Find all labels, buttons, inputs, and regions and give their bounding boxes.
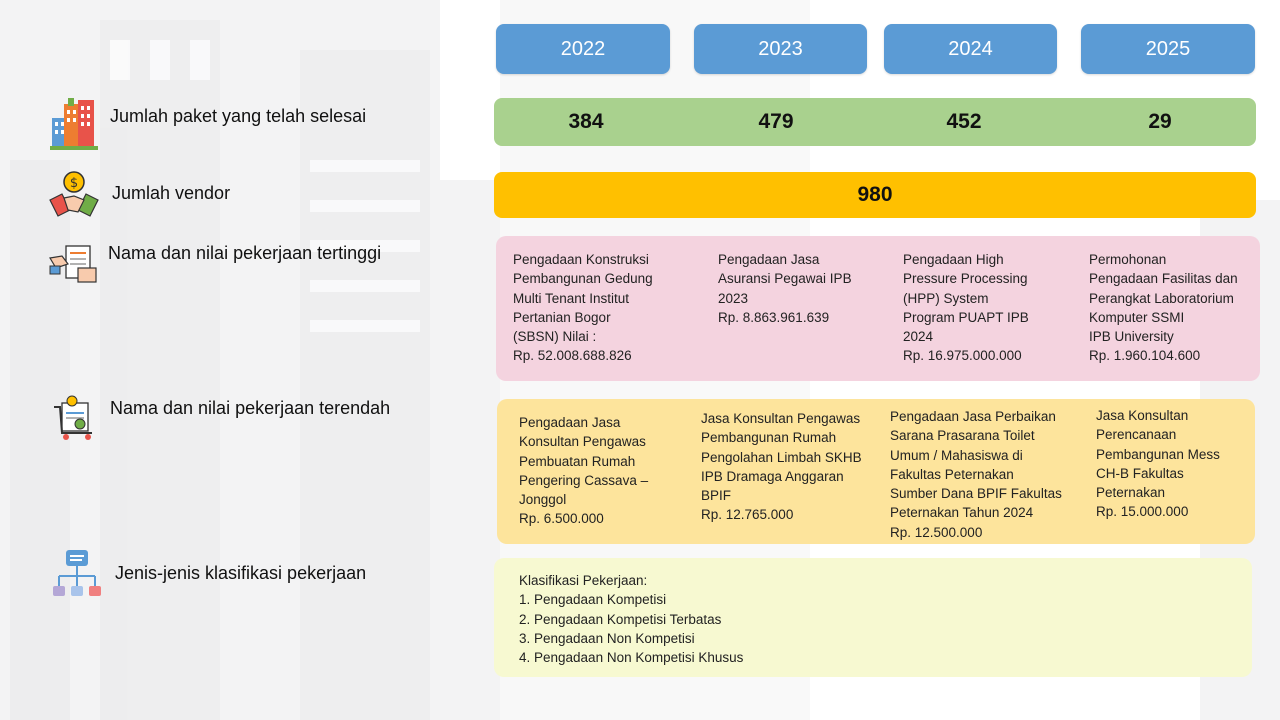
highest-item-2022: Pengadaan Konstruksi Pembangunan Gedung Multi Tenant Institut Pertanian Bogor (SBSN) Nilai : Rp. 52.008.688.826 (513, 252, 653, 364)
lowest-item-2025: Jasa Konsultan Perencanaan Pembangunan Mess CH-B Fakultas Peternakan Rp. 15.000.000 (1096, 408, 1220, 520)
year-button-2023[interactable]: 2023 (694, 24, 867, 74)
completed-count-2025: 29 (1148, 110, 1172, 133)
classification-list (519, 571, 743, 667)
buildings-icon (50, 98, 98, 152)
vendor-count-bar: 980 (494, 172, 1256, 218)
invoice-cart-icon (52, 395, 98, 441)
completed-count-2024: 452 (946, 110, 982, 133)
completed-count-2022: 384 (568, 110, 604, 133)
year-button-2024[interactable]: 2024 (884, 24, 1057, 74)
lowest-item-2022: Pengadaan Jasa Konsultan Pengawas Pembuatan Rumah Pengering Cassava – Jonggol Rp. 6.500.000 (519, 415, 649, 527)
handshake-money-icon (48, 170, 100, 222)
year-button-2022[interactable]: 2022 (496, 24, 670, 74)
lowest-item-2023: Jasa Konsultan Pengawas Pembangunan Rumah Pengolahan Limbah SKHB IPB Dramaga Anggaran BPIF Rp. 12.765.000 (701, 411, 862, 523)
classification-label: Jenis-jenis klasifikasi pekerjaan (115, 563, 367, 583)
vendors-label: Jumlah vendor (112, 183, 231, 203)
highest-label: Nama dan nilai pekerjaan tertinggi (108, 243, 382, 263)
classification-item-3: 3. Pengadaan Non Kompetisi (519, 630, 695, 646)
hierarchy-icon (52, 548, 102, 598)
completed-packages-label: Jumlah paket yang telah selesai (110, 106, 367, 126)
year-button-2025[interactable]: 2025 (1081, 24, 1255, 74)
classification-item-1: 1. Pengadaan Kompetisi (519, 592, 667, 608)
highest-item-2025: Permohonan Pengadaan Fasilitas dan Perangkat Laboratorium Komputer SSMI IPB University Rp. 1.960.104.600 (1089, 252, 1238, 364)
classification-item-2: 2. Pengadaan Kompetisi Terbatas (519, 611, 722, 627)
highest-item-2024: Pengadaan High Pressure Processing (HPP) System Program PUAPT IPB 2024 Rp. 16.975.000.000 (903, 252, 1029, 364)
classification-title: Klasifikasi Pekerjaan: (519, 573, 648, 588)
highest-item-2023: Pengadaan Jasa Asuransi Pegawai IPB 2023 Rp. 8.863.961.639 (718, 252, 852, 325)
lowest-item-2024: Pengadaan Jasa Perbaikan Sarana Prasarana Toilet Umum / Mahasiswa di Fakultas Peternakan Sumber Dana BPIF Fakultas Peternakan Tahun 2024 Rp. 12.500.000 (890, 409, 1062, 540)
lowest-label: Nama dan nilai pekerjaan terendah (110, 398, 391, 418)
svg-text:$: $ (69, 176, 79, 191)
classification-item-4: 4. Pengadaan Non Kompetisi Khusus (519, 650, 744, 666)
contract-pointer-icon (48, 244, 98, 284)
completed-count-2023: 479 (758, 110, 794, 133)
